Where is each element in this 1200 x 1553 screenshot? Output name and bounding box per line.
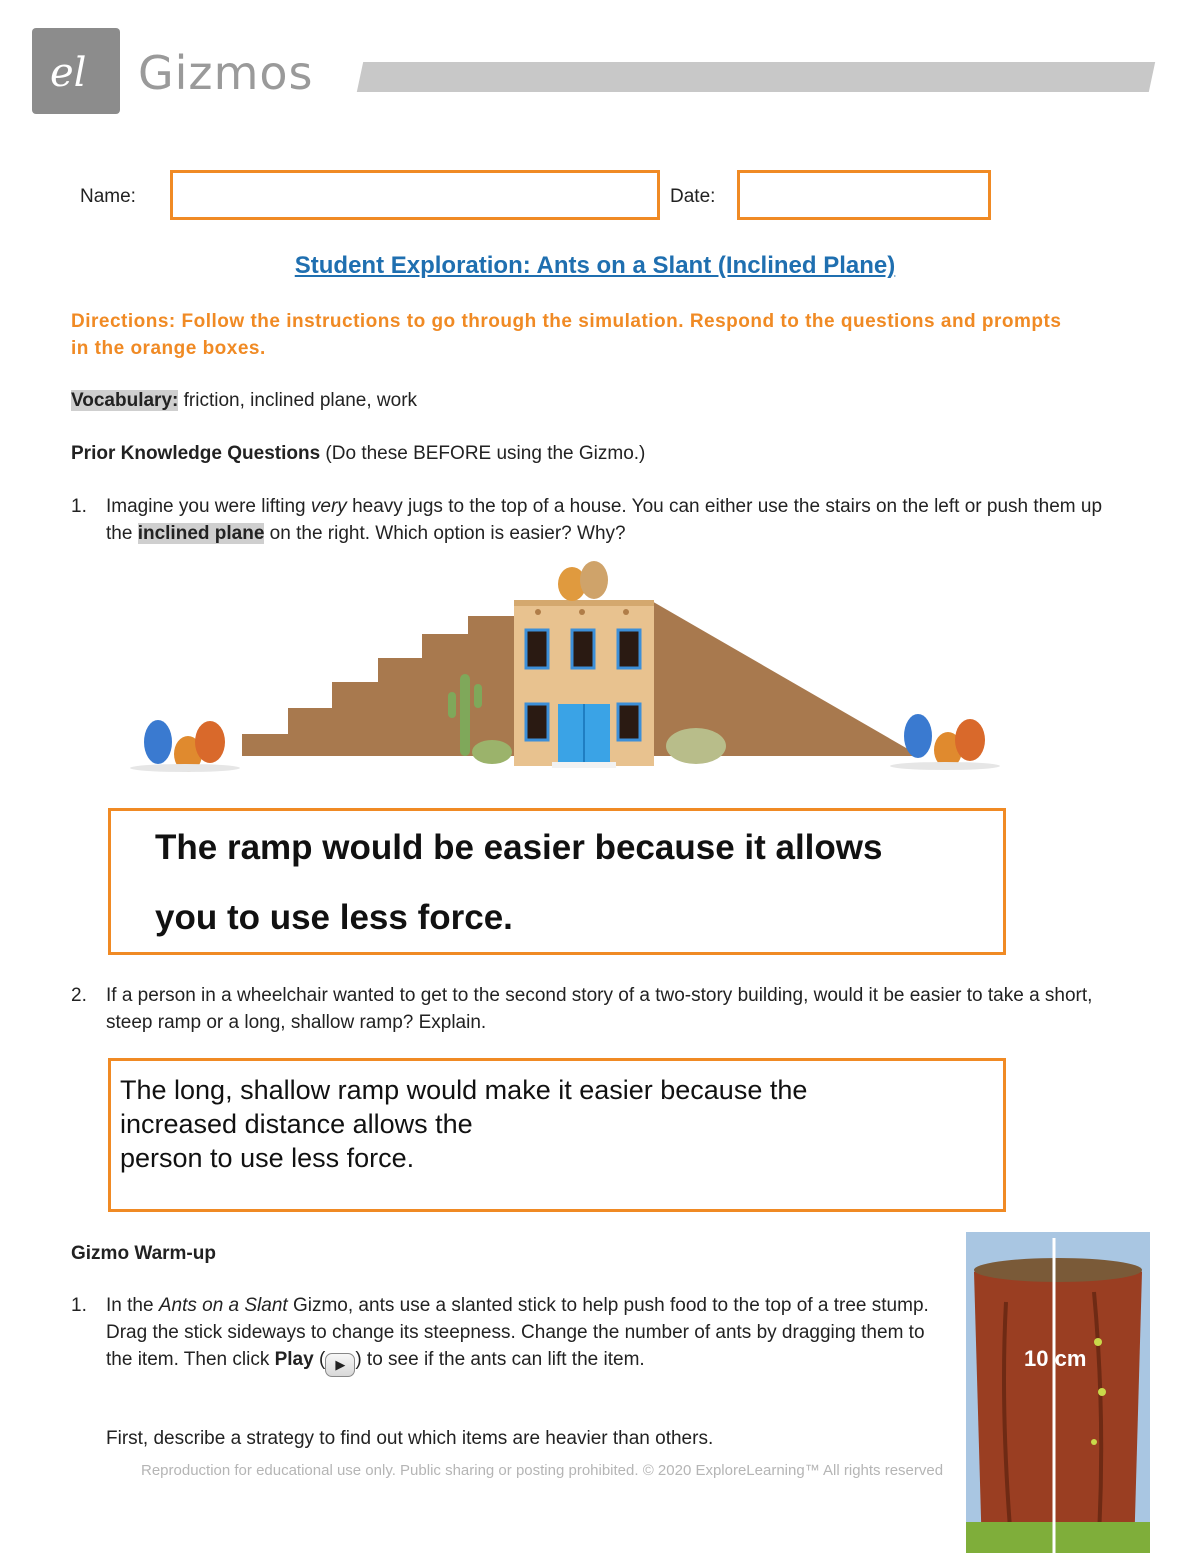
name-label: Name: [80,186,136,207]
house-stairs-ramp-illustration [130,556,1010,776]
explorelearning-logo-icon [32,28,120,114]
header-bar [357,62,1155,92]
brand-name: Gizmos [138,46,314,100]
play-icon: ▶ [325,1353,355,1377]
answer-box-1[interactable] [108,808,1006,955]
answer-1-line-1: The ramp would be easier because it allows [155,828,883,867]
warmup-heading: Gizmo Warm-up [71,1243,216,1264]
name-field[interactable] [170,170,660,220]
directions: Directions: Follow the instructions to go through the simulation. Respond to the questions and prompts in the orange boxes. [71,311,1062,359]
date-label: Date: [670,186,716,207]
answer-2-line-1: The long, shallow ramp would make it easier because the [120,1075,808,1105]
question-2-text: If a person in a wheelchair wanted to get to the second story of a two-story building, would it be easier to take a short, steep ramp or a long, shallow ramp? Explain. [106,985,1093,1033]
prior-knowledge-note: (Do these BEFORE using the Gizmo.) [320,443,646,464]
vocabulary [71,387,417,414]
warmup-question-1-text: In the Ants on a Slant Gizmo, ants use a slanted stick to help push food to the top of a tree stump. Drag the stick sideways to change its steepness. Change the number of ants by dragging them to the item. Then click Play ( ▶ ) to see if the ants can lift the item. [106,1292,936,1377]
answer-2-line-2: increased distance allows the [120,1109,473,1139]
date-field[interactable] [737,170,991,220]
vocabulary-terms: friction, inclined plane, work [178,390,418,411]
page-title: Student Exploration: Ants on a Slant (Inclined Plane) [294,252,896,279]
question-number: 1. [71,1295,87,1316]
question-1-text: Imagine you were lifting very heavy jugs to the top of a house. You can either use the stairs on the left or push them up the inclined plane on the right. Which option is easier? Why? [106,496,1103,544]
warmup-prompt: First, describe a strategy to find out which items are heavier than others. [106,1428,714,1449]
prior-knowledge-title: Prior Knowledge Questions [71,443,321,464]
answer-1-line-2: you to use less force. [155,898,513,937]
vocabulary-label: Vocabulary: [71,390,179,411]
tree-stump-image [966,1232,1150,1553]
svg-text:el: el [50,50,87,96]
footer-copyright: Reproduction for educational use only. Public sharing or posting prohibited. © 2020 ExploreLearning™ All rights reserved [141,1462,944,1479]
logo-mark [32,28,120,114]
stump-height-label: 10 cm [1024,1346,1087,1371]
answer-2-line-3: person to use less force. [120,1143,415,1173]
question-number: 2. [71,985,87,1006]
question-number: 1. [71,496,87,517]
prior-knowledge-heading [71,440,645,467]
answer-box-2[interactable] [108,1058,1006,1212]
